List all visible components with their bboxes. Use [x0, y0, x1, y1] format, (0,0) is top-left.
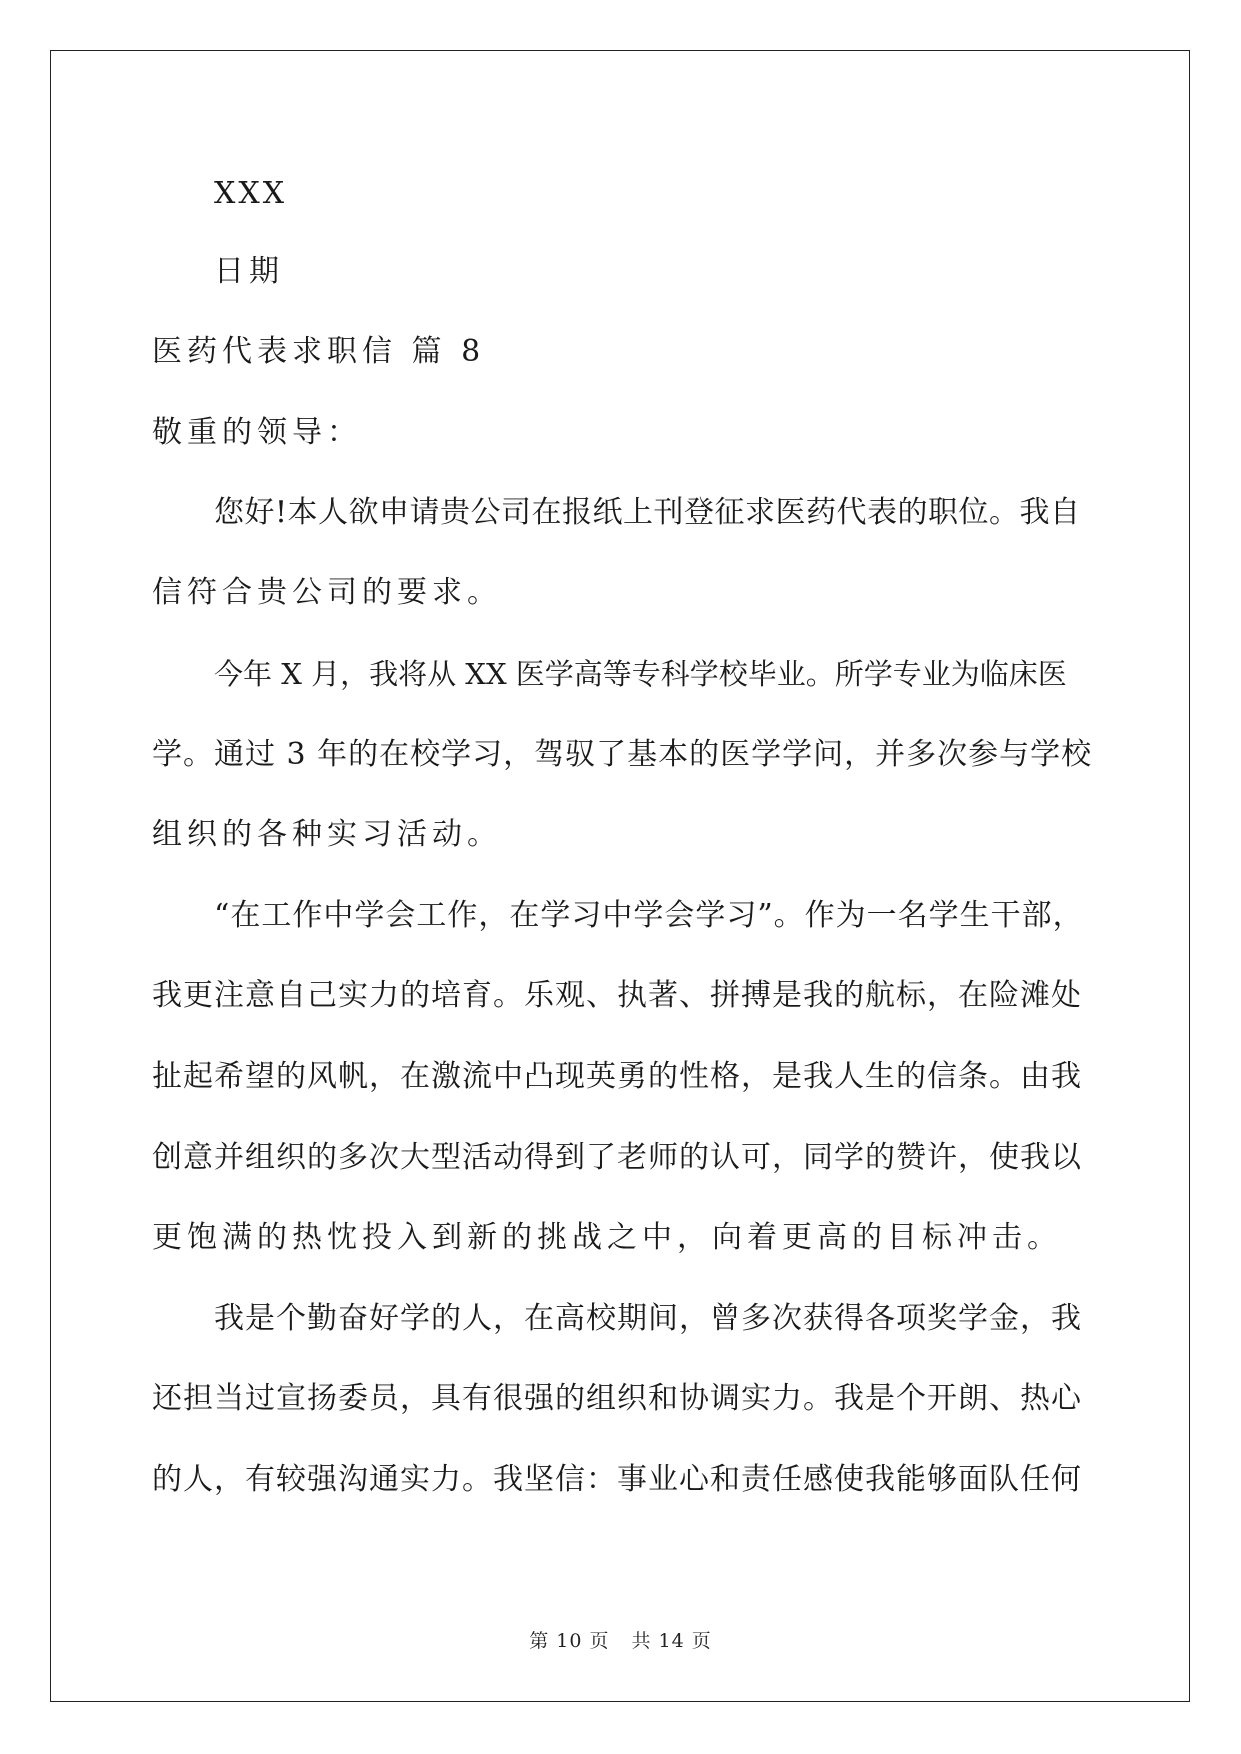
page-total: 共 14 页	[631, 1630, 712, 1652]
paragraph-line: 组织的各种实习活动。	[152, 817, 502, 852]
paragraph-line: 创意并组织的多次大型活动得到了老师的认可，同学的赞许，使我以	[152, 1140, 1082, 1175]
paragraph-line: 您好!本人欲申请贵公司在报纸上刊登征求医药代表的职位。我自	[214, 495, 1081, 530]
paragraph-line: 更饱满的热忱投入到新的挑战之中，向着更高的目标冲击。	[152, 1220, 1062, 1255]
paragraph-line: 的人，有较强沟通实力。我坚信：事业心和责任感使我能够面队任何	[152, 1462, 1082, 1497]
signature-text: XXX	[214, 176, 288, 211]
salutation: 敬重的领导：	[152, 415, 362, 450]
paragraph-line: 学。通过 3 年的在校学习，驾驭了基本的医学学问，并多次参与学校	[152, 737, 1093, 772]
paragraph-line: 信符合贵公司的要求。	[152, 575, 502, 610]
page-footer	[0, 1626, 1241, 1653]
page-number: 第 10 页	[529, 1630, 610, 1652]
paragraph-line: 今年 X 月，我将从 XX 医学高等专科学校毕业。所学专业为临床医	[214, 657, 1067, 691]
page-border	[50, 50, 1190, 1702]
section-title: 医药代表求职信 篇 8	[152, 334, 486, 369]
paragraph-line: 还担当过宣扬委员，具有很强的组织和协调实力。我是个开朗、热心	[152, 1381, 1082, 1416]
paragraph-line: 我更注意自己实力的培育。乐观、执著、拼搏是我的航标，在险滩处	[152, 978, 1082, 1013]
paragraph-line: 我是个勤奋好学的人，在高校期间，曾多次获得各项奖学金，我	[214, 1301, 1082, 1336]
paragraph-line: “在工作中学会工作，在学习中学会学习”。作为一名学生干部，	[214, 898, 1084, 933]
paragraph-line: 扯起希望的风帆，在激流中凸现英勇的性格，是我人生的信条。由我	[152, 1059, 1082, 1094]
date-label: 日期	[214, 254, 284, 289]
